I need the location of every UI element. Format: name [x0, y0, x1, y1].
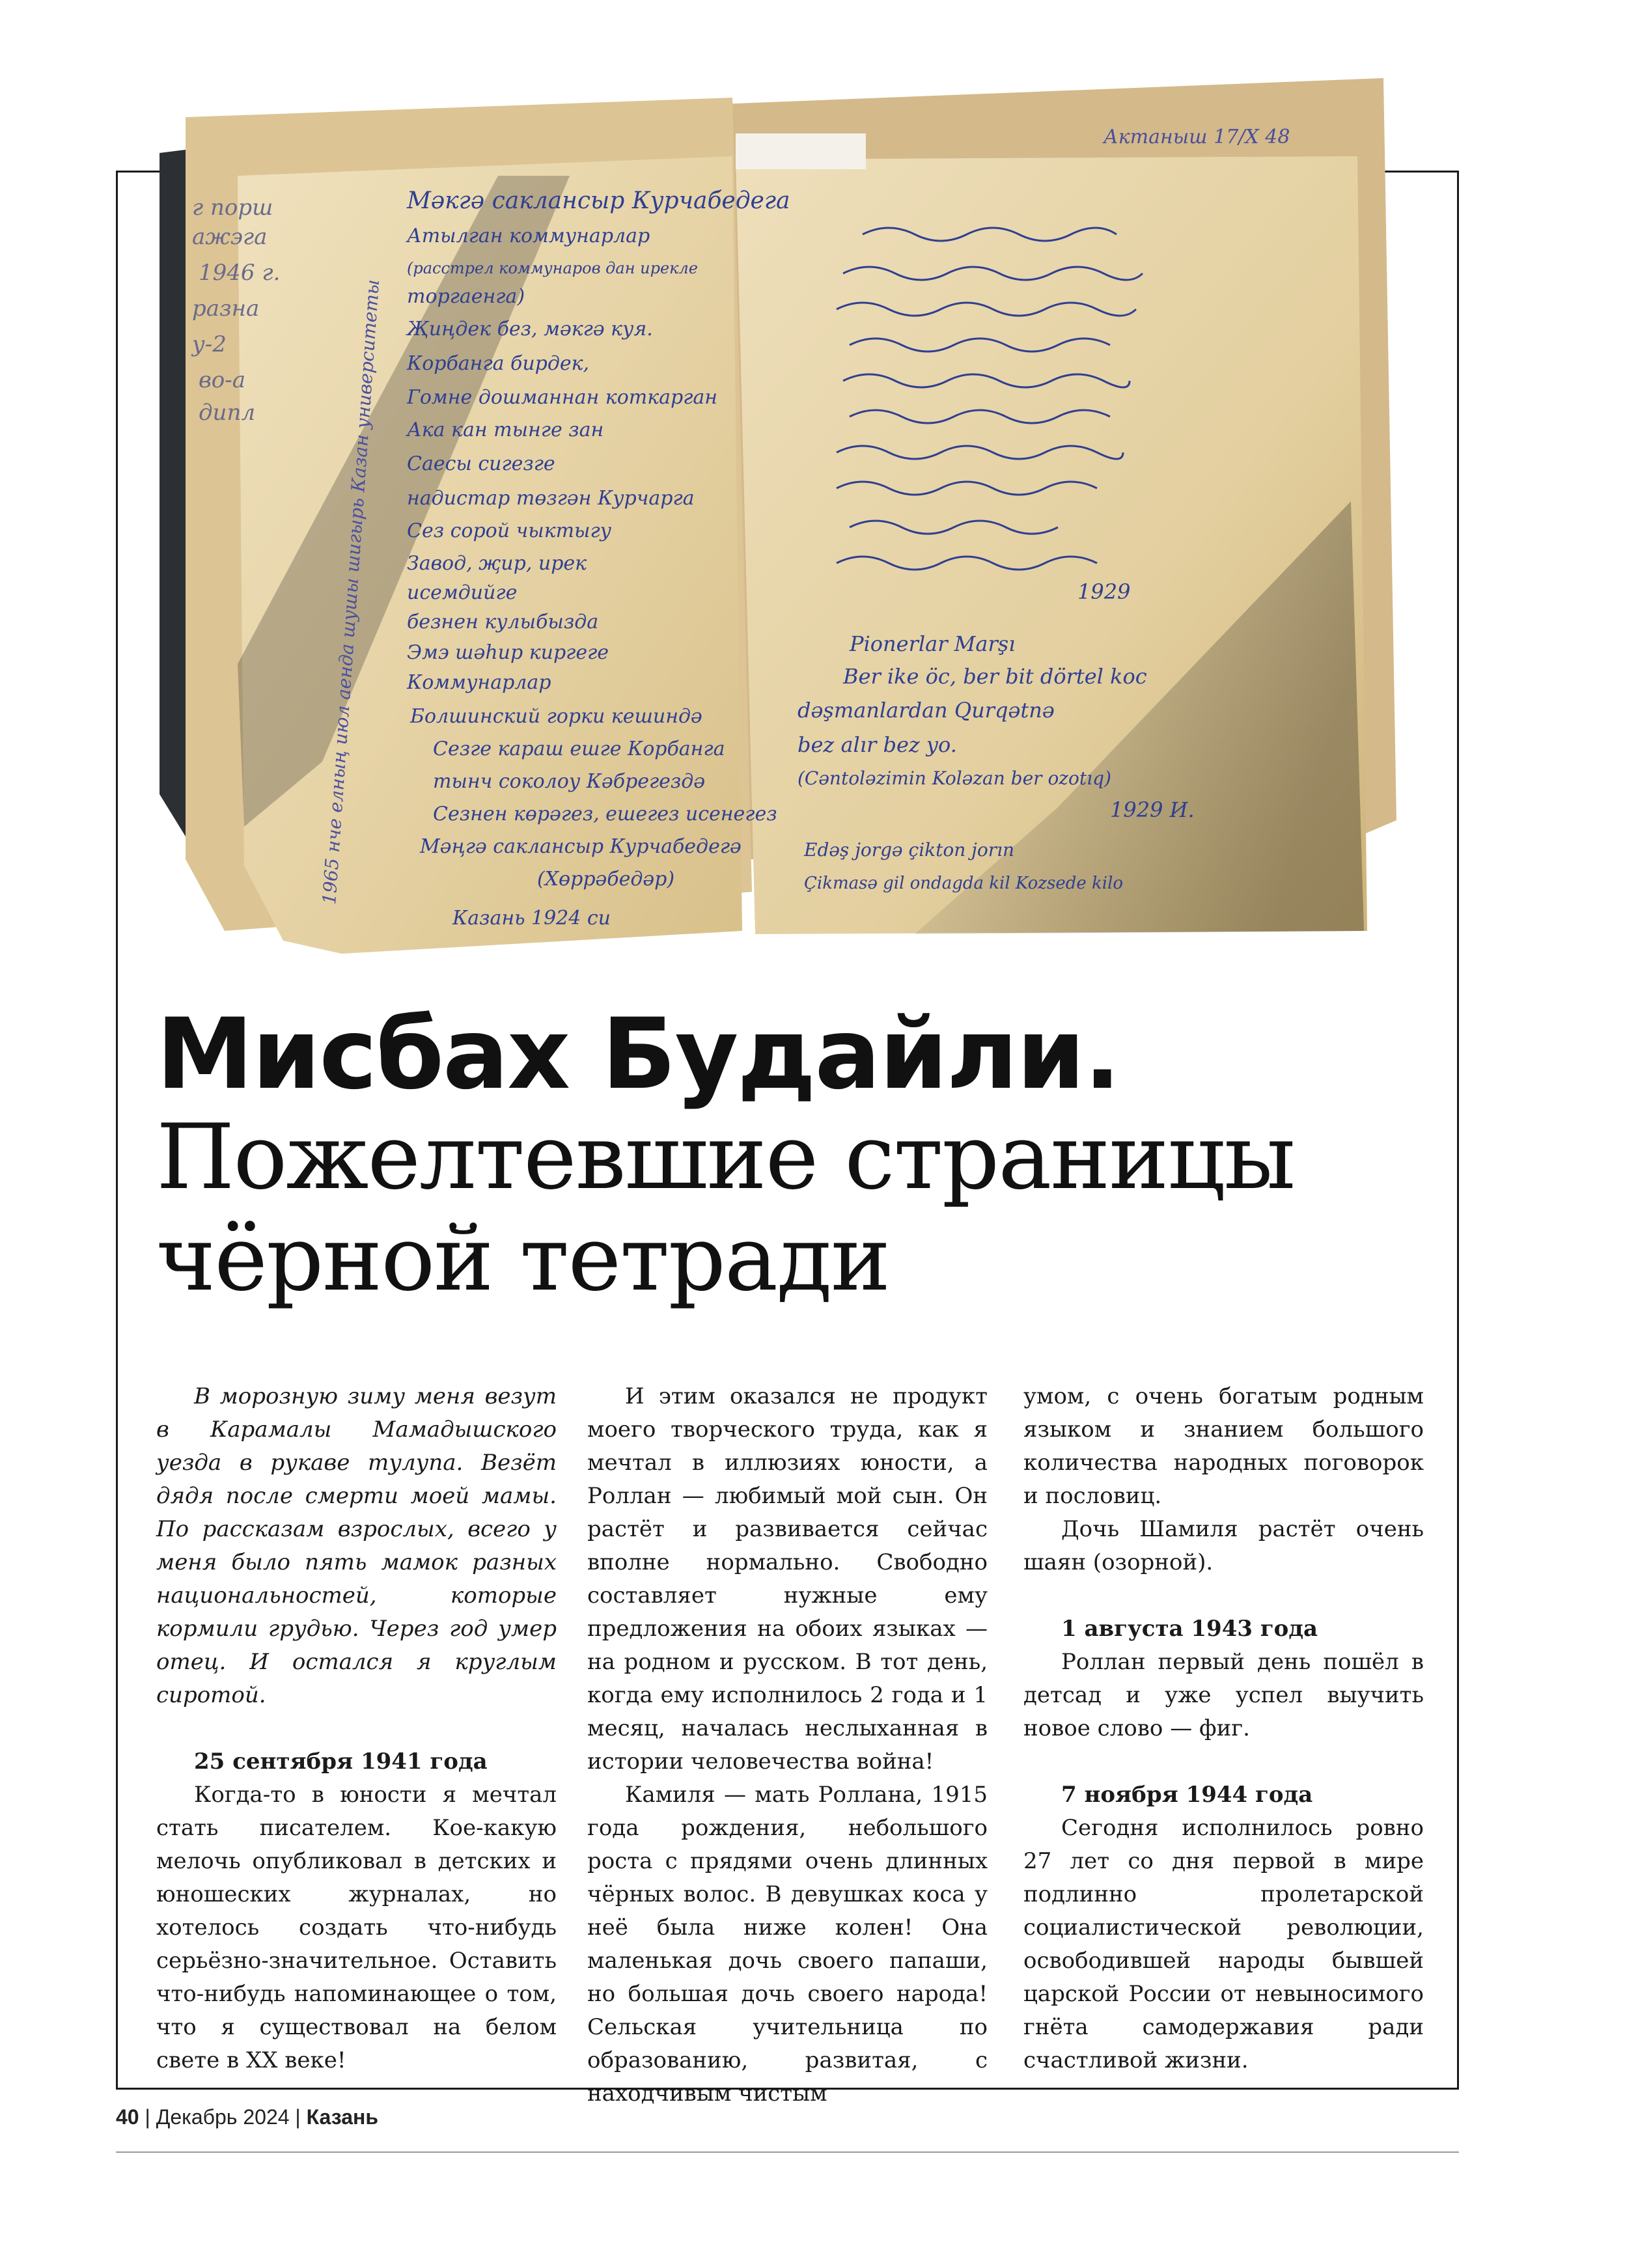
- page-number: 40: [116, 2105, 139, 2129]
- margin-note-2: ажэга: [192, 224, 268, 250]
- article-column-3: [1023, 1380, 1424, 2077]
- rp-line-7: Edəş jorgə çikton jorın: [804, 839, 1015, 861]
- rp-line-4: bez alır bez yo.: [798, 732, 957, 757]
- lp-line-6: Корбанга бирдек,: [407, 352, 590, 375]
- paragraph: умом, с очень богатым родным языком и знанием большого количества народных поговорок и пословиц.: [1023, 1383, 1424, 1509]
- lp-line-12: Завод, җир, ирек: [407, 552, 587, 575]
- lp-line-8: Ака кан тынге зан: [407, 419, 604, 441]
- article-headline: [156, 998, 1445, 1311]
- lp-line-13: исемдийге: [407, 581, 518, 604]
- lp-line-4: торгаенга): [407, 285, 525, 308]
- rp-line-3: dəşmanlardan Qurqətnə: [798, 698, 1055, 723]
- rp-line-1: Pionerlar Marşı: [850, 631, 1016, 656]
- lp-line-20: Сезнен көрәгез, ешегез исенегез: [433, 803, 777, 825]
- magazine-name: Казань: [306, 2105, 379, 2129]
- lp-line-19: тынч соколоу Кәбрегездә: [433, 770, 706, 793]
- lp-line-3: (расстрел коммунаров дан ирекле: [407, 259, 698, 277]
- lp-line-21: Мәңгә саклансыр Курчабедегә: [420, 835, 742, 858]
- margin-note-3: 1946 г.: [199, 260, 281, 286]
- date-heading-1941: 25 сентября 1941 года: [194, 1749, 488, 1775]
- article-column-1: [156, 1380, 557, 2077]
- lp-line-14: безнен кулыбызда: [407, 611, 599, 633]
- date-heading-1943: 1 августа 1943 года: [1061, 1616, 1318, 1642]
- paragraph: Когда-то в юности я мечтал стать писателем. Кое-какую мелочь опубликовал в детских и юношеских журналах, но хотелось создать что-нибудь серьёзно-значительное. Оставить что-нибудь напоминающее о том, что я существовал на белом свете в XX веке!: [156, 1782, 557, 2073]
- headline-name: Мисбах Будайли.: [156, 998, 1120, 1111]
- rp-line-5: (Cəntoləzimin Koləzan ber ozotıq): [798, 768, 1111, 789]
- margin-note-4: разна: [192, 296, 260, 322]
- headline-line-2: Пожелтевшие страницы: [156, 1105, 1295, 1210]
- lp-line-11: Сез сорой чыктыгу: [407, 519, 612, 542]
- paragraph: Дочь Шамиля растёт очень шаян (озорной).: [1023, 1516, 1424, 1575]
- frame-left-rule: [116, 171, 118, 2090]
- paragraph: И этим оказался не продукт моего творческого труда, как я мечтал в иллюзиях юности, а Роллан — любимый мой сын. Он растёт и развивается сейчас вполне нормально. Свободно составляет нужные ему предложения на обоих языках — на родном и русском. В тот день, когда ему исполнилось 2 года и 1 месяц, началась неслыханная в истории человечества война!: [587, 1383, 988, 1775]
- footer-rule: [116, 2151, 1459, 2153]
- rp-line-2: Ber ike öc, ber bit dörtel koc: [843, 664, 1147, 689]
- rp-line-6: 1929 И.: [1110, 797, 1195, 822]
- lp-line-10: надистар төзгән Курчарга: [407, 487, 695, 510]
- lp-line-22: (Хөррәбедәр): [537, 868, 675, 891]
- rp-top-note: Актаныш 17/Х 48: [1104, 126, 1290, 148]
- rp-line-8: Çikmasə gil ondagda kil Kozsede kilo: [804, 874, 1124, 893]
- headline-line-3: чёрной тетради: [156, 1206, 890, 1311]
- paragraph: Камиля — мать Роллана, 1915 года рождения, небольшого роста с прядями очень длинных чёрных волос. В девушках коса у неё была ниже колен! Она маленькая дочь своего папаши, но большая дочь своего народа! Сельская учительница по образованию, развитая, с находчивым чистым: [587, 1782, 988, 2107]
- lead-paragraph: В морозную зиму меня везут в Карамалы Мамадышского уезда в рукаве тулупа. Везёт дядя после смерти моей мамы. По рассказам взрослых, всего у меня было пять мамок разных национальностей, которые кормили грудью. Через год умер отец. И остался я круглым сиротой.: [156, 1383, 557, 1708]
- margin-note-5: у-2: [192, 331, 227, 357]
- lp-line-23: Казань 1924 си: [452, 907, 611, 930]
- rp-arabic-year: 1929: [1077, 579, 1131, 604]
- lp-line-15: Эмэ шәһир киргеге: [407, 641, 609, 664]
- issue-date: | Декабрь 2024 |: [139, 2105, 307, 2129]
- notebook-photo: [146, 78, 1396, 957]
- margin-note-1: г порш: [192, 195, 273, 221]
- lp-line-18: Сезге караш ешге Корбанга: [433, 738, 725, 760]
- paragraph: Роллан первый день пошёл в детсад и уже успел выучить новое слово — фиг.: [1023, 1649, 1424, 1741]
- lp-line-7: Гомне дошманнан коткарган: [407, 386, 718, 409]
- margin-note-6: во-а: [199, 367, 246, 393]
- frame-right-rule: [1457, 171, 1459, 2090]
- lp-line-1: Мәкгә саклансыр Курчабедега: [407, 187, 790, 214]
- lp-line-5: Җиңдек без, мәкгә куя.: [407, 318, 653, 340]
- lp-line-16: Коммунарлар: [407, 671, 551, 694]
- photo-white-tab: [736, 133, 866, 169]
- lp-line-2: Атылган коммунарлар: [407, 225, 650, 247]
- page-footer: [116, 2105, 378, 2129]
- article-column-2: [587, 1380, 988, 2110]
- date-heading-1944: 7 ноября 1944 года: [1061, 1782, 1313, 1808]
- left-vertical-note: 1965 нче елның июл аенда шушы шигырь Казан университеты: [318, 279, 384, 906]
- paragraph: Сегодня исполнилось ровно 27 лет со дня первой в мире подлинно пролетарской социалистической революции, освободившей народы бывшей царской России от невыносимого гнёта самодержавия ради счастливой жизни.: [1023, 1815, 1424, 2073]
- margin-note-7: дипл: [199, 400, 255, 426]
- lp-line-9: Саесы сигезге: [407, 452, 555, 475]
- lp-line-17: Болшинский горки кешиндә: [410, 705, 702, 728]
